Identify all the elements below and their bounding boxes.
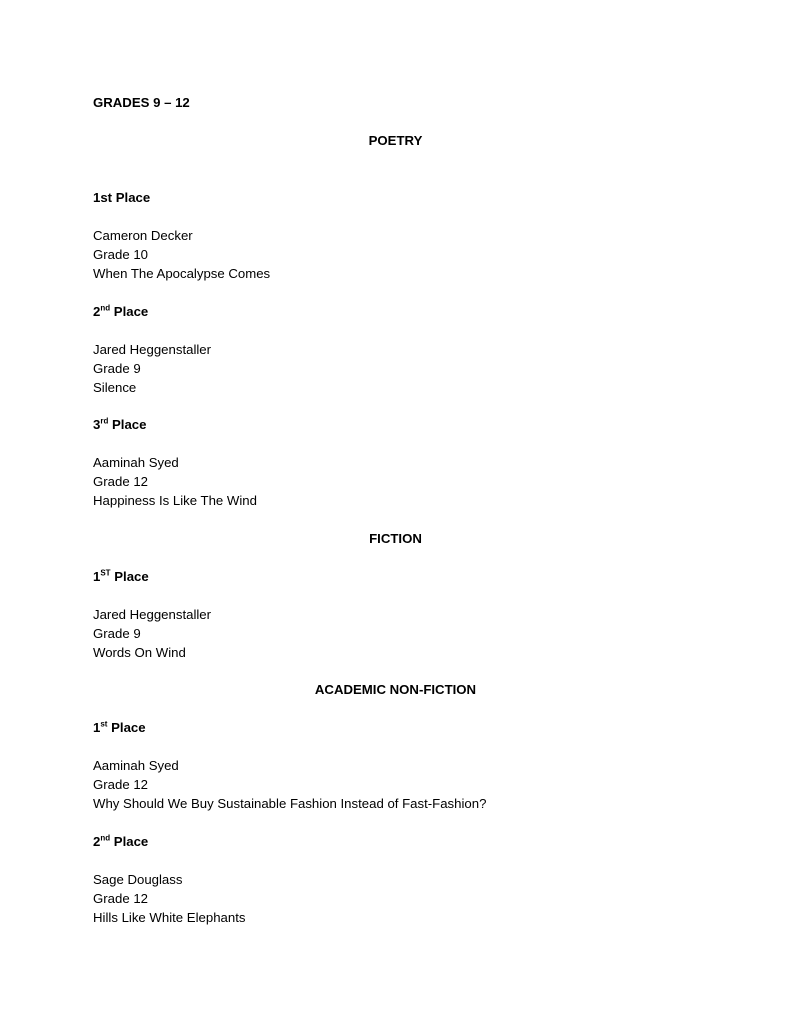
winner-work-title: When The Apocalypse Comes [93,266,271,281]
winner-name: Aaminah Syed [93,455,179,470]
place-heading: 1st Place [93,190,151,205]
winner-work-title: Happiness Is Like The Wind [93,493,257,508]
winner-name: Jared Heggenstaller [93,607,212,622]
winner-work-title: Hills Like White Elephants [93,910,246,925]
place-heading: 1ST Place [93,568,149,584]
winner-grade: Grade 9 [93,361,141,376]
winner-work-title: Words On Wind [93,645,186,660]
winner-grade: Grade 10 [93,247,148,262]
winner-grade: Grade 12 [93,891,148,906]
place-heading: 1st Place [93,719,146,735]
section-title-poetry: POETRY [368,133,423,148]
winner-name: Jared Heggenstaller [93,342,212,357]
place-heading: 2nd Place [93,833,149,849]
winner-grade: Grade 12 [93,474,148,489]
section-title-academic-non-fiction: ACADEMIC NON-FICTION [314,682,477,697]
winner-name: Cameron Decker [93,228,193,243]
winner-work-title: Why Should We Buy Sustainable Fashion Instead of Fast-Fashion? [93,796,487,811]
section-title-fiction: FICTION [369,531,422,546]
winner-work-title: Silence [93,380,137,395]
place-heading: 2nd Place [93,303,149,319]
grade-heading: GRADES 9 – 12 [93,95,190,110]
winner-grade: Grade 12 [93,777,148,792]
winner-name: Sage Douglass [93,872,183,887]
winner-grade: Grade 9 [93,626,141,641]
place-heading: 3rd Place [93,416,147,432]
winner-name: Aaminah Syed [93,758,179,773]
